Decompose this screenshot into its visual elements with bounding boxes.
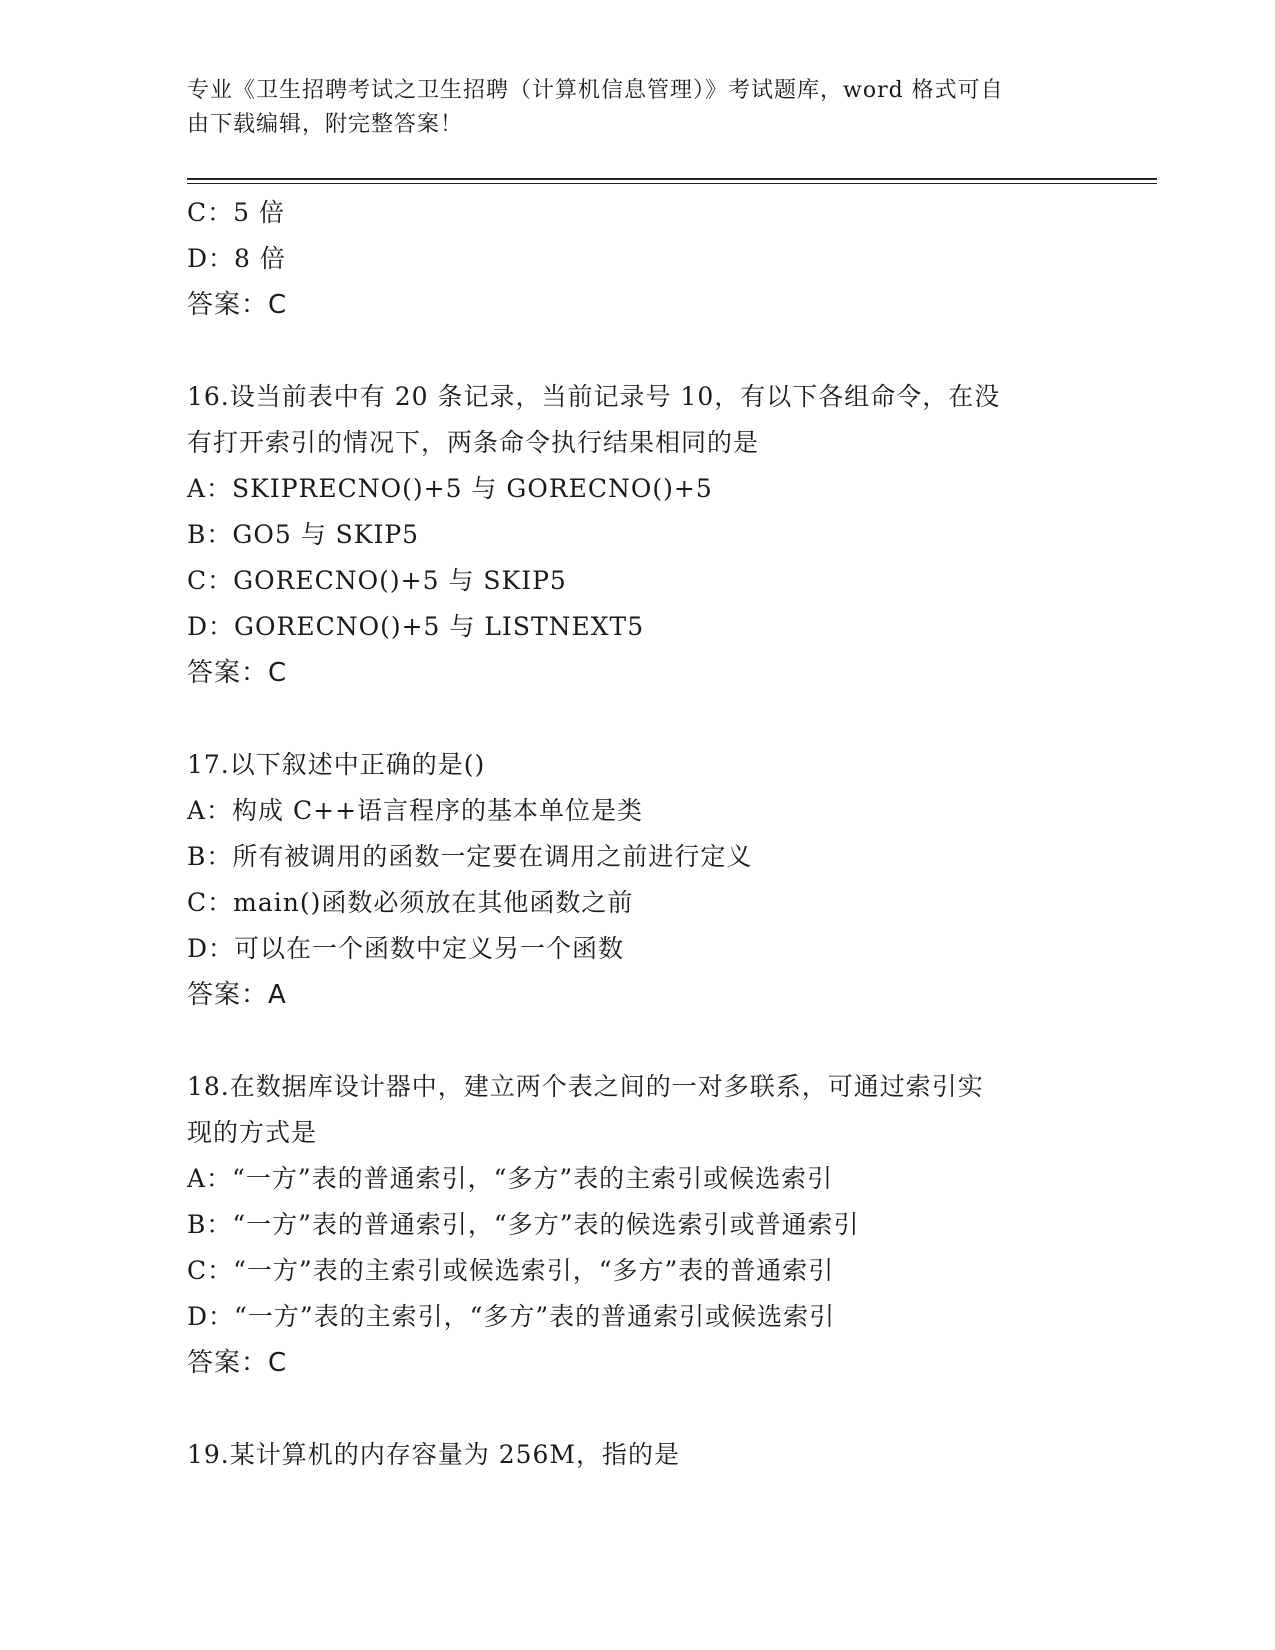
- question-stem: 17.以下叙述中正确的是(): [187, 750, 486, 779]
- question-16: [187, 374, 1087, 696]
- question-stem: 19.某计算机的内存容量为 256M，指的是: [187, 1440, 681, 1469]
- option-b: B：所有被调用的函数一定要在调用之前进行定义: [187, 842, 753, 871]
- option-d: D：“一方”表的主索引，“多方”表的普通索引或候选索引: [187, 1302, 836, 1331]
- option-b: B：GO5 与 SKIP5: [187, 520, 420, 549]
- question-stem: 16.设当前表中有 20 条记录，当前记录号 10，有以下各组命令，在没: [187, 382, 1001, 411]
- option-c: C：“一方”表的主索引或候选索引，“多方”表的普通索引: [187, 1256, 835, 1285]
- answer-line: 答案：C: [187, 1348, 288, 1378]
- question-17: [187, 742, 1087, 1018]
- header-line-2: 由下载编辑，附完整答案！: [187, 112, 464, 137]
- answer-line: 答案：C: [187, 658, 288, 688]
- option-a: A：SKIPRECNO()+5 与 GORECNO()+5: [187, 474, 713, 503]
- answer-line: 答案：C: [187, 290, 288, 320]
- option-a: A：构成 C++语言程序的基本单位是类: [187, 796, 644, 825]
- option-c: C：5 倍: [187, 198, 285, 227]
- option-c: C：main()函数必须放在其他函数之前: [187, 888, 634, 917]
- option-c: C：GORECNO()+5 与 SKIP5: [187, 566, 567, 595]
- document-body: [187, 190, 1087, 1478]
- question-stem: 18.在数据库设计器中，建立两个表之间的一对多联系，可通过索引实: [187, 1072, 984, 1101]
- question-stem-continued: 现的方式是: [187, 1118, 318, 1147]
- question-19: [187, 1432, 1087, 1478]
- option-a: A：“一方”表的普通索引，“多方”表的主索引或候选索引: [187, 1164, 834, 1193]
- header-divider-thin: [187, 183, 1157, 184]
- document-header: [187, 74, 1067, 142]
- question-18: [187, 1064, 1087, 1386]
- option-b: B：“一方”表的普通索引，“多方”表的候选索引或普通索引: [187, 1210, 860, 1239]
- option-d: D：GORECNO()+5 与 LISTNEXT5: [187, 612, 645, 641]
- header-line-1: 专业《卫生招聘考试之卫生招聘（计算机信息管理）》考试题库，word 格式可自: [187, 78, 1004, 103]
- header-divider-thick: [187, 178, 1157, 180]
- answer-line: 答案：A: [187, 980, 287, 1010]
- option-d: D：8 倍: [187, 244, 286, 273]
- question-stem-continued: 有打开索引的情况下，两条命令执行结果相同的是: [187, 428, 760, 457]
- option-d: D：可以在一个函数中定义另一个函数: [187, 934, 625, 963]
